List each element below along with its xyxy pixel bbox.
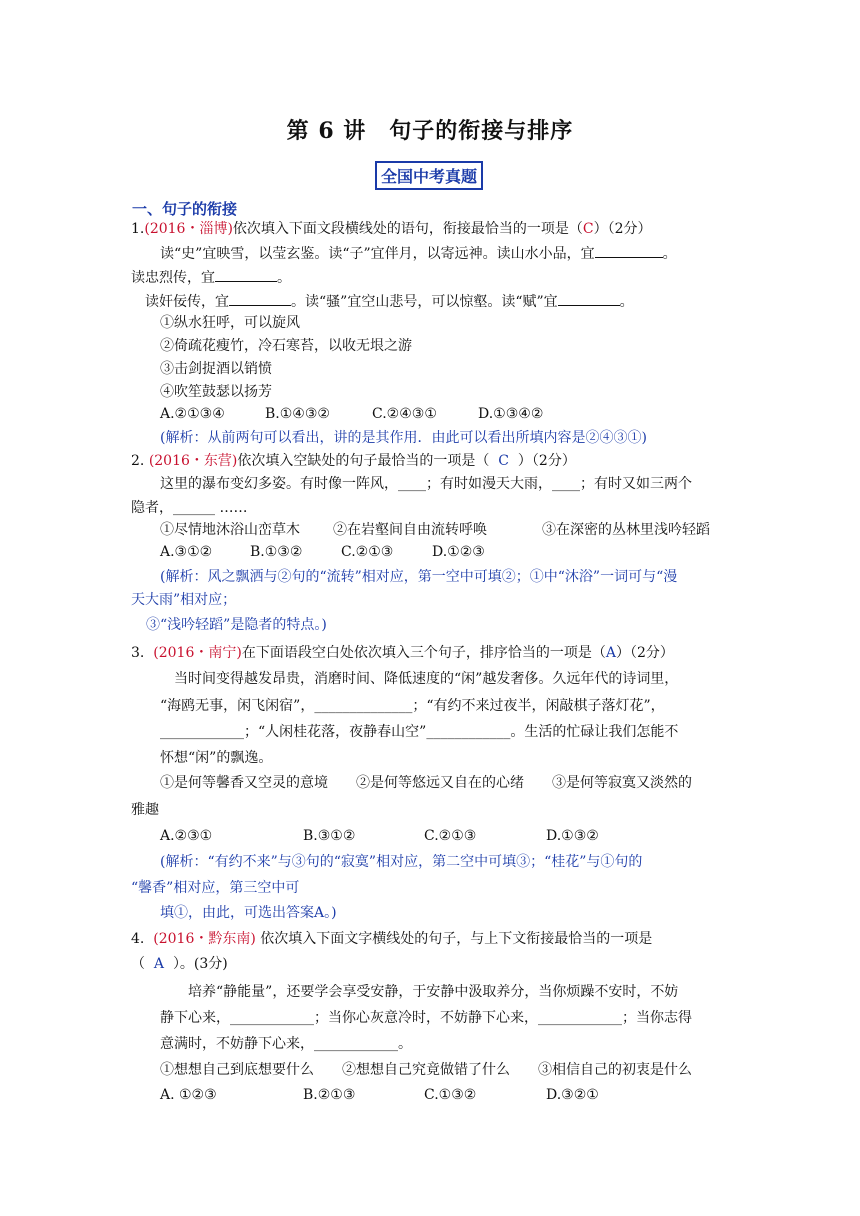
- q3-analysis-line3: 填①，由此，可选出答案A。): [160, 905, 337, 921]
- q4-paren-open: （: [131, 956, 145, 972]
- q4-choice-c: C.①③②: [424, 1087, 477, 1103]
- page-title: 第 6 讲 句子的衔接与排序: [286, 118, 574, 144]
- q4-choice-a: A. ①②③: [160, 1087, 217, 1103]
- q1-analysis: (解析：从前两句可以看出，讲的是其作用．由此可以看出所填内容是②④③①): [160, 430, 647, 446]
- q2-source: (2016・东营): [148, 453, 238, 469]
- q2-stem: 依次填入空缺处的句子最恰当的一项是（: [237, 453, 490, 469]
- q1-choice-b: B.①④③②: [265, 406, 330, 422]
- q4-stem-line2: [131, 954, 228, 974]
- q4-options-line: ①想想自己到底想要什么 ②想想自己究竟做错了什么 ③相信自己的初衷是什么: [160, 1062, 692, 1078]
- q2-analysis-line2: 天大雨”相对应；: [131, 592, 237, 608]
- q1-passage-text2: 读忠烈传，宜: [131, 270, 215, 286]
- q4-source: (2016・黔东南): [153, 931, 256, 947]
- q4-passage-line3: 意满时，不妨静下心来，____________。: [160, 1036, 412, 1052]
- q2-passage-line2: 隐者，______ ……: [131, 500, 248, 516]
- q4-passage-line2: 静下心来，____________；当你心灰意冷时，不妨静下心来，____________；当你志得: [160, 1010, 692, 1026]
- q1-passage-punct2: 。: [277, 270, 291, 286]
- q1-option-3: ③击剑捉酒以销愤: [160, 361, 272, 377]
- q3-stem: 在下面语段空白处依次填入三个句子，排序恰当的一项是（: [241, 645, 606, 661]
- q1-passage-text3b: 。读“骚”宜空山悲号，可以惊壑。读“赋”宜: [291, 294, 558, 310]
- q3-analysis-line2: “馨香”相对应，第三空中可: [131, 880, 300, 896]
- q2-choice-a: A.③①②: [160, 544, 213, 560]
- q3-answer: A: [605, 645, 616, 661]
- q1-option-1: ①纵水狂呼，可以旋风: [160, 315, 300, 331]
- q2-option-2: ②在岩壑间自由流转呼唤: [333, 522, 487, 538]
- q1-option-2: ②倚疏花瘦竹，冷石寒苔，以收无垠之游: [160, 338, 412, 354]
- section-heading: 一、句子的衔接: [132, 200, 238, 218]
- q3-options-line: ①是何等馨香又空灵的意境 ②是何等悠远又自在的心绪 ③是何等寂寞又淡然的: [160, 775, 692, 791]
- q4-passage-line1: 培养“静能量”，还要学会享受安静，于安静中汲取养分，当你烦躁不安时，不妨: [188, 984, 679, 1000]
- q2-analysis-line3: ③“浅吟轻蹈”是隐者的特点。): [146, 617, 327, 633]
- q4-choice-d: D.③②①: [546, 1087, 599, 1103]
- q3-analysis-line1: (解析：“有约不来”与③句的“寂寞”相对应，第二空中可填③；“桂花”与①句的: [160, 854, 643, 870]
- q4-stem: 依次填入下面文字横线处的句子，与上下文衔接最恰当的一项是: [260, 931, 653, 947]
- q4-paren-close: ）。(3分): [172, 956, 228, 972]
- q1-number: 1.: [131, 221, 145, 237]
- q3-choice-c: C.②①③: [424, 828, 477, 844]
- q1-passage-punct: 。: [662, 246, 677, 262]
- q2-number: 2.: [131, 453, 145, 469]
- q2-tail: ）（2分）: [517, 453, 576, 469]
- blank-line: [215, 267, 277, 282]
- q1-stem-line: [131, 219, 652, 239]
- q4-choice-b: B.②①③: [303, 1087, 356, 1103]
- q1-choice-d: D.①③④②: [478, 406, 544, 422]
- q1-passage-line1: [160, 243, 677, 264]
- q2-passage-line1: 这里的瀑布变幻多姿。有时像一阵风，____；有时如漫天大雨，____；有时又如三两个: [160, 476, 692, 492]
- blank-line: [229, 291, 291, 306]
- q2-choice-d: D.①②③: [432, 544, 485, 560]
- q2-answer: C: [498, 453, 509, 469]
- q4-stem-line: [131, 929, 652, 949]
- q1-passage-text3c: 。: [619, 294, 634, 310]
- q3-passage-line2: “海鸥无事，闲飞闲宿”，______________；“有约不来过夜半，闲敲棋子落灯花”，: [160, 698, 665, 714]
- q2-choice-c: C.②①③: [341, 544, 394, 560]
- q1-option-4: ④吹笙鼓瑟以扬芳: [160, 384, 272, 400]
- q2-analysis-line1: (解析：风之飘洒与②句的“流转”相对应，第一空中可填②；①中“沐浴”一词可与“漫: [160, 569, 678, 585]
- q3-number: 3.: [131, 645, 145, 661]
- q3-choice-b: B.③①②: [303, 828, 356, 844]
- q1-choice-a: A.②①③④: [160, 406, 225, 422]
- q1-passage-line2: [131, 267, 291, 288]
- q1-passage-text3a: 读奸佞传，宜: [145, 294, 229, 310]
- q1-source: (2016・淄博): [144, 221, 233, 237]
- q2-option-3: ③在深密的丛林里浅吟轻蹈: [542, 522, 710, 538]
- q1-choice-c: C.②④③①: [372, 406, 437, 422]
- q1-tail: ）（2分）: [593, 221, 652, 237]
- q4-number: 4.: [131, 931, 145, 947]
- q3-passage-line3: ____________；“人闲桂花落，夜静春山空”____________。生活的忙碌让我们怎能不: [160, 724, 679, 740]
- q1-passage-line3: [145, 291, 634, 312]
- q3-passage-line4: 怀想“闲”的飘逸。: [160, 750, 273, 766]
- section-box-label: 全国中考真题: [375, 161, 483, 190]
- q3-passage-line1: 当时间变得越发昂贵，消磨时间、降低速度的“闲”越发奢侈。久远年代的诗词里，: [174, 671, 679, 687]
- q2-choice-b: B.①③②: [250, 544, 303, 560]
- q2-stem-line: [131, 451, 576, 471]
- q3-source: (2016・南宁): [153, 645, 242, 661]
- blank-line: [558, 291, 620, 306]
- blank-line: [595, 243, 663, 258]
- q4-answer: A: [153, 956, 165, 972]
- q1-passage-text1: 读“史”宜映雪，以莹玄鉴。读“子”宜伴月，以寄远神。读山水小品，宜: [160, 246, 595, 262]
- q3-tail: ）（2分）: [615, 645, 674, 661]
- q3-stem-line: [131, 643, 674, 663]
- q3-options-line2: 雅趣: [131, 802, 159, 818]
- q3-choice-a: A.②③①: [160, 828, 213, 844]
- q2-option-1: ①尽情地沐浴山峦草木: [160, 522, 300, 538]
- q1-answer: C: [582, 221, 594, 237]
- q3-choice-d: D.①③②: [546, 828, 599, 844]
- q1-stem: 依次填入下面文段横线处的语句，衔接最恰当的一项是（: [232, 221, 583, 237]
